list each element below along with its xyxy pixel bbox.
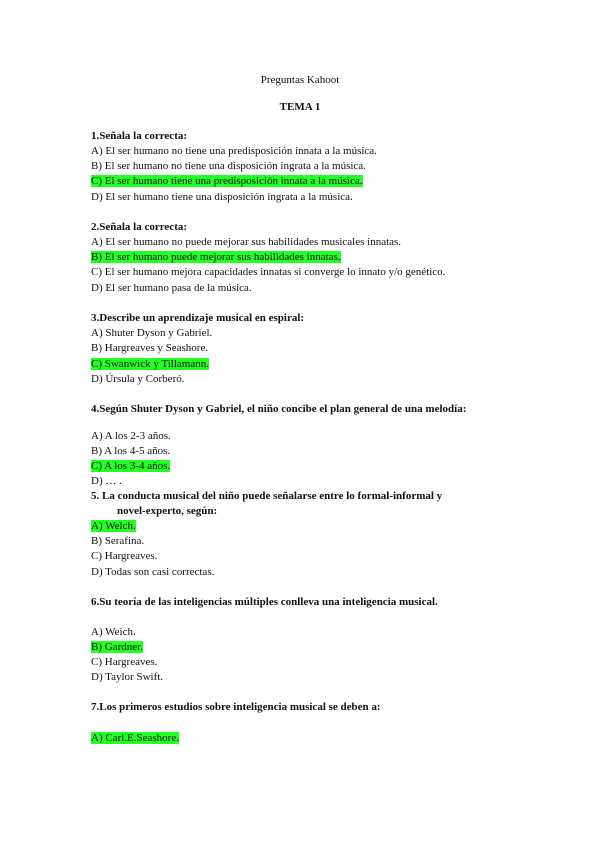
- q2-option-a: A) El ser humano no puede mejorar sus habilidades musicales innatas.: [91, 236, 402, 248]
- q1-option-b: B) El ser humano no tiene una disposición ingrata a la música.: [91, 160, 366, 172]
- q2-option-c: C) El ser humano mejora capacidades innatas si converge lo innato y/o genético.: [91, 266, 446, 278]
- q4-option-b: B) A los 4-5 años.: [91, 445, 171, 457]
- question-1: 1.Señala la correcta:: [91, 130, 188, 142]
- q4-option-a: A) A los 2-3 años.: [91, 430, 171, 442]
- q5-option-d: D) Todas son casi correctas.: [91, 566, 215, 578]
- section-title: TEMA 1: [279, 101, 321, 113]
- question-5-line-2: novel-experto, según:: [117, 505, 218, 517]
- q3-option-b: B) Hargreaves y Seashore.: [91, 342, 209, 354]
- q4-option-d: D) … .: [91, 475, 122, 487]
- q7-option-a-correct: A) Carl.E.Seashore.: [91, 732, 179, 744]
- q3-option-c-correct: C) Swanwick y Tillamann.: [91, 358, 209, 370]
- question-2: 2.Señala la correcta:: [91, 221, 188, 233]
- q2-option-b-correct: B) El ser humano puede mejorar sus habilidades innatas.: [91, 251, 341, 263]
- q1-option-c-correct: C) El ser humano tiene una predisposición innata a la música.: [91, 175, 363, 187]
- q6-option-c: C) Hargreaves.: [91, 656, 158, 668]
- q6-option-a: A) Weich.: [91, 626, 136, 638]
- q1-option-a: A) El ser humano no tiene una predisposición innata a la música.: [91, 145, 377, 157]
- q3-option-d: D) Úrsula y Corberó.: [91, 373, 185, 385]
- q6-option-d: D) Taylor Swift.: [91, 671, 164, 683]
- q3-option-a: A) Shuter Dyson y Gabriel.: [91, 327, 213, 339]
- q1-option-d: D) El ser humano tiene una disposición ingrata a la música.: [91, 191, 353, 203]
- question-5-line-1: 5. La conducta musical del niño puede señalarse entre lo formal-informal y: [91, 490, 443, 502]
- question-5: [91, 489, 511, 519]
- question-4: 4.Según Shuter Dyson y Gabriel, el niño concibe el plan general de una melodía:: [91, 403, 467, 415]
- q5-option-c: C) Hargreaves.: [91, 550, 158, 562]
- q5-option-b: B) Serafina.: [91, 535, 145, 547]
- question-6: 6.Su teoría de las inteligencias múltiples conlleva una inteligencia musical.: [91, 596, 438, 608]
- question-7: 7.Los primeros estudios sobre inteligencia musical se deben a:: [91, 701, 381, 713]
- q6-option-b-correct: B) Gardner.: [91, 641, 143, 653]
- question-3: 3.Describe un aprendizaje musical en espiral:: [91, 312, 305, 324]
- q5-option-a-correct: A) Welch.: [91, 520, 136, 532]
- q4-option-c-correct: C) A los 3-4 años.: [91, 460, 171, 472]
- document-title: Preguntas Kahoot: [260, 74, 340, 86]
- q2-option-d: D) El ser humano pasa de la música.: [91, 282, 252, 294]
